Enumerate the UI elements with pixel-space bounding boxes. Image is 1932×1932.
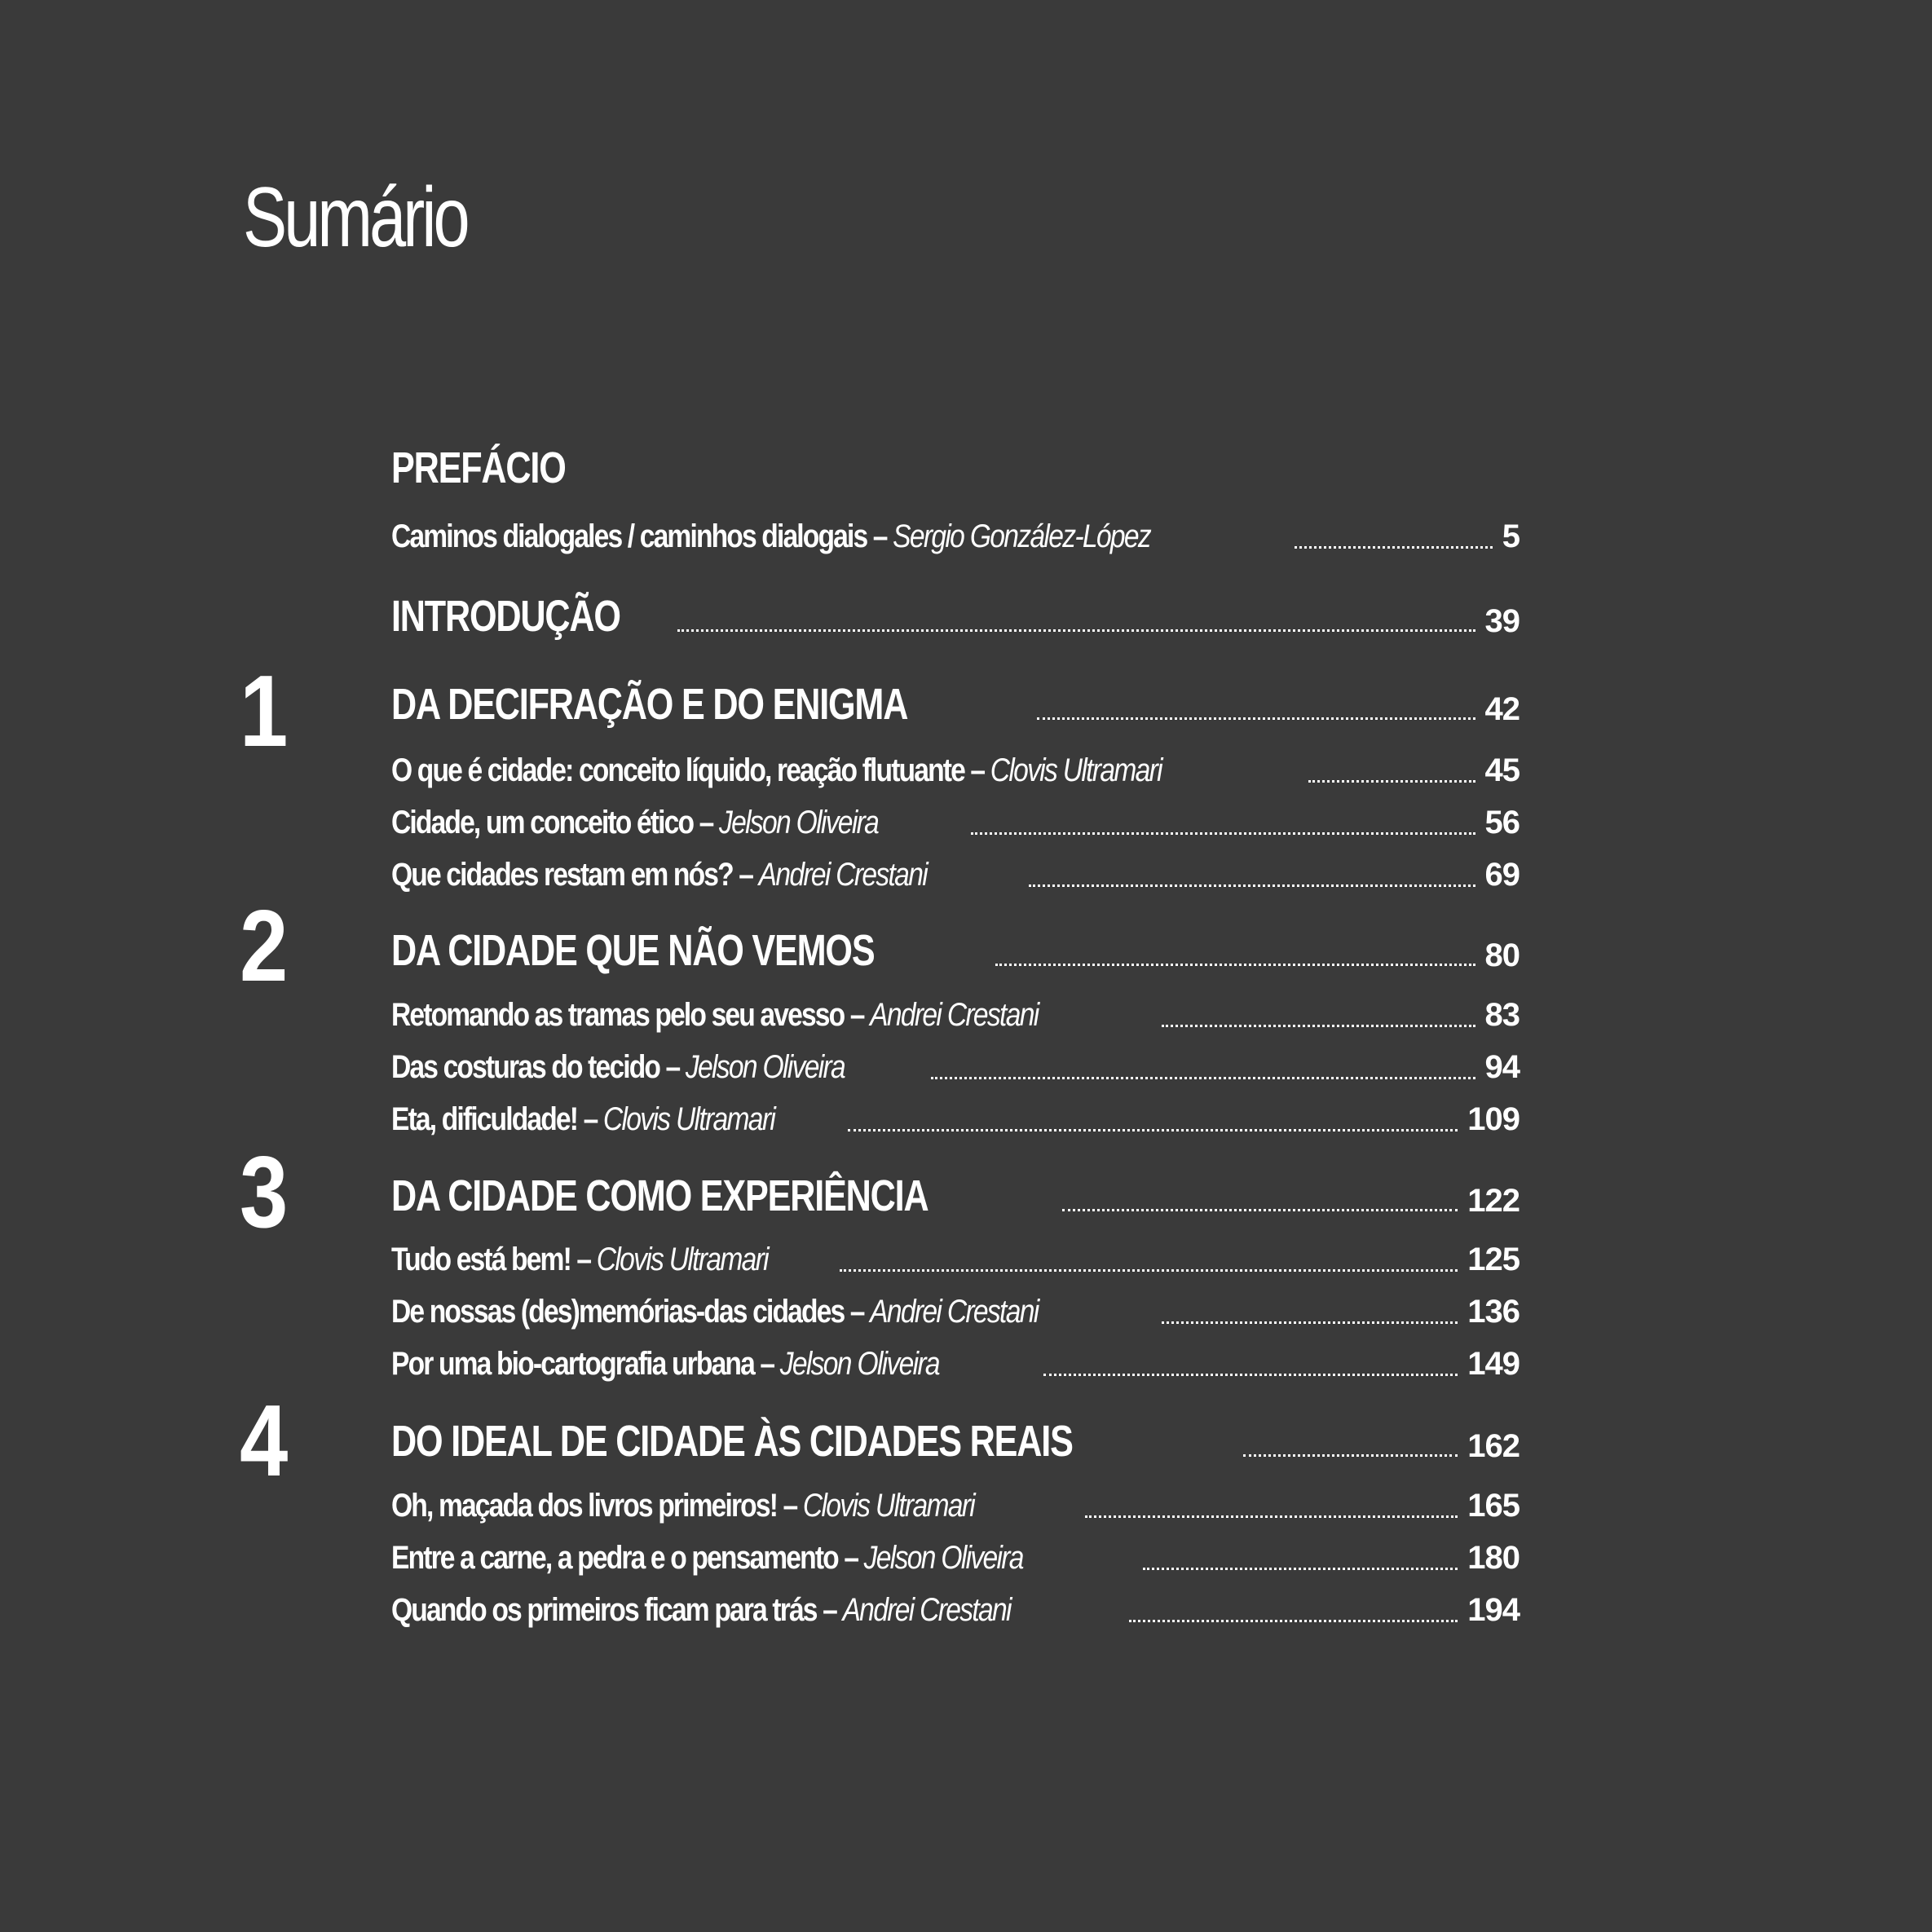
part-number-4: 4 (240, 1385, 289, 1498)
dot-leader (1062, 1209, 1458, 1211)
entry-page-number: 109 (1467, 1101, 1520, 1137)
entry-title: Entre a carne, a pedra e o pensamento – Jelson Oliveira (391, 1540, 1023, 1576)
toc-entry[interactable] (391, 1281, 1520, 1335)
entry-title: Caminos dialogales / caminhos dialogais – Sergio González-López (391, 518, 1150, 554)
prefacio-heading-row (391, 441, 1520, 495)
introducao-heading: INTRODUÇÃO (391, 592, 620, 641)
entry-title: Que cidades restam em nós? – Andrei Crestani (391, 857, 927, 893)
part-heading: DA DECIFRAÇÃO E DO ENIGMA (391, 680, 908, 729)
entry-page-number: 69 (1484, 857, 1520, 893)
dot-leader (931, 1077, 1475, 1079)
entry-title: Cidade, um conceito ético – Jelson Oliveira (391, 805, 879, 840)
toc-heading-part-3[interactable] (391, 1169, 1520, 1223)
toc-entry[interactable] (391, 1037, 1520, 1091)
heading-page-number: 122 (1467, 1183, 1520, 1219)
dot-leader (1085, 1515, 1458, 1518)
entry-page-number: 180 (1467, 1540, 1520, 1576)
entry-page-number: 83 (1484, 997, 1520, 1033)
toc-entry[interactable] (391, 1475, 1520, 1529)
entry-author: Andrei Crestani (758, 857, 927, 893)
entry-title: Das costuras do tecido – Jelson Oliveira (391, 1049, 845, 1085)
dot-leader (1243, 1454, 1458, 1457)
entry-author: Sergio González-López (893, 518, 1150, 554)
entry-page-number: 56 (1484, 805, 1520, 840)
entry-title: Tudo está bem! – Clovis Ultramari (391, 1242, 768, 1277)
dot-leader (848, 1129, 1458, 1131)
entry-page-number: 165 (1467, 1488, 1520, 1524)
prefacio-heading: PREFÁCIO (391, 443, 566, 492)
entry-page-number: 136 (1467, 1294, 1520, 1330)
dot-leader (971, 832, 1475, 835)
toc-entry[interactable] (391, 845, 1520, 898)
dot-leader (1295, 546, 1492, 549)
heading-page-number: 42 (1484, 691, 1520, 727)
entry-page-number: 149 (1467, 1346, 1520, 1382)
heading-page-number: 80 (1484, 937, 1520, 973)
dot-leader (1037, 717, 1475, 720)
entry-author: Andrei Crestani (842, 1592, 1011, 1628)
dot-leader (840, 1269, 1458, 1272)
toc-entry-prefacio[interactable] (391, 506, 1520, 560)
part-heading: DO IDEAL DE CIDADE ÀS CIDADES REAIS (391, 1417, 1073, 1466)
part-heading: DA CIDADE QUE NÃO VEMOS (391, 926, 875, 975)
entry-author: Jelson Oliveira (685, 1049, 845, 1085)
entry-page-number: 45 (1484, 752, 1520, 788)
entry-author: Andrei Crestani (870, 1294, 1039, 1330)
entry-title: De nossas (des)memórias-das cidades – Andrei Crestani (391, 1294, 1039, 1330)
entry-author: Andrei Crestani (870, 997, 1039, 1033)
part-heading: DA CIDADE COMO EXPERIÊNCIA (391, 1171, 929, 1220)
entry-title: Oh, maçada dos livros primeiros! – Clovis Ultramari (391, 1488, 975, 1524)
toc-heading-part-4[interactable] (391, 1414, 1520, 1468)
toc-entry[interactable] (391, 1528, 1520, 1581)
dot-leader (1129, 1620, 1458, 1622)
page-title: Sumário (243, 170, 467, 265)
toc-entry[interactable] (391, 1334, 1520, 1387)
dot-leader (1043, 1374, 1458, 1376)
part-number-1: 1 (240, 655, 289, 768)
dot-leader (1162, 1025, 1475, 1027)
toc-entry[interactable] (391, 1580, 1520, 1634)
dot-leader (1162, 1321, 1458, 1324)
dot-leader (1029, 884, 1475, 887)
dot-leader (1308, 780, 1475, 783)
toc-entry[interactable] (391, 985, 1520, 1039)
entry-author: Jelson Oliveira (779, 1346, 939, 1382)
part-number-2: 2 (240, 890, 289, 1003)
entry-title: Eta, dificuldade! – Clovis Ultramari (391, 1101, 775, 1137)
entry-title: Retomando as tramas pelo seu avesso – Andrei Crestani (391, 997, 1039, 1033)
toc-heading-part-1[interactable] (391, 677, 1520, 731)
dot-leader (677, 629, 1475, 632)
entry-page-number: 94 (1484, 1049, 1520, 1085)
entry-author: Jelson Oliveira (863, 1540, 1023, 1576)
entry-title: Quando os primeiros ficam para trás – Andrei Crestani (391, 1592, 1011, 1628)
heading-page-number: 162 (1467, 1428, 1520, 1464)
entry-author: Clovis Ultramari (596, 1242, 768, 1277)
toc-entry[interactable] (391, 1089, 1520, 1143)
dot-leader (1143, 1568, 1458, 1570)
toc-entry[interactable] (391, 1229, 1520, 1283)
entry-title: Por uma bio-cartografia urbana – Jelson Oliveira (391, 1346, 939, 1382)
entry-author: Clovis Ultramari (990, 752, 1162, 788)
part-number-3: 3 (240, 1136, 289, 1249)
entry-page-number: 5 (1502, 518, 1520, 554)
entry-title: O que é cidade: conceito líquido, reação flutuante – Clovis Ultramari (391, 752, 1162, 788)
toc-entry[interactable] (391, 740, 1520, 794)
dot-leader (995, 964, 1475, 966)
toc-heading-part-2[interactable] (391, 924, 1520, 977)
entry-author: Jelson Oliveira (718, 805, 879, 840)
toc-entry[interactable] (391, 792, 1520, 846)
heading-page-number: 39 (1484, 603, 1520, 639)
entry-author: Clovis Ultramari (802, 1488, 975, 1524)
entry-author: Clovis Ultramari (602, 1101, 775, 1137)
toc-heading-introducao[interactable] (391, 589, 1520, 643)
entry-page-number: 125 (1467, 1242, 1520, 1277)
entry-page-number: 194 (1467, 1592, 1520, 1628)
